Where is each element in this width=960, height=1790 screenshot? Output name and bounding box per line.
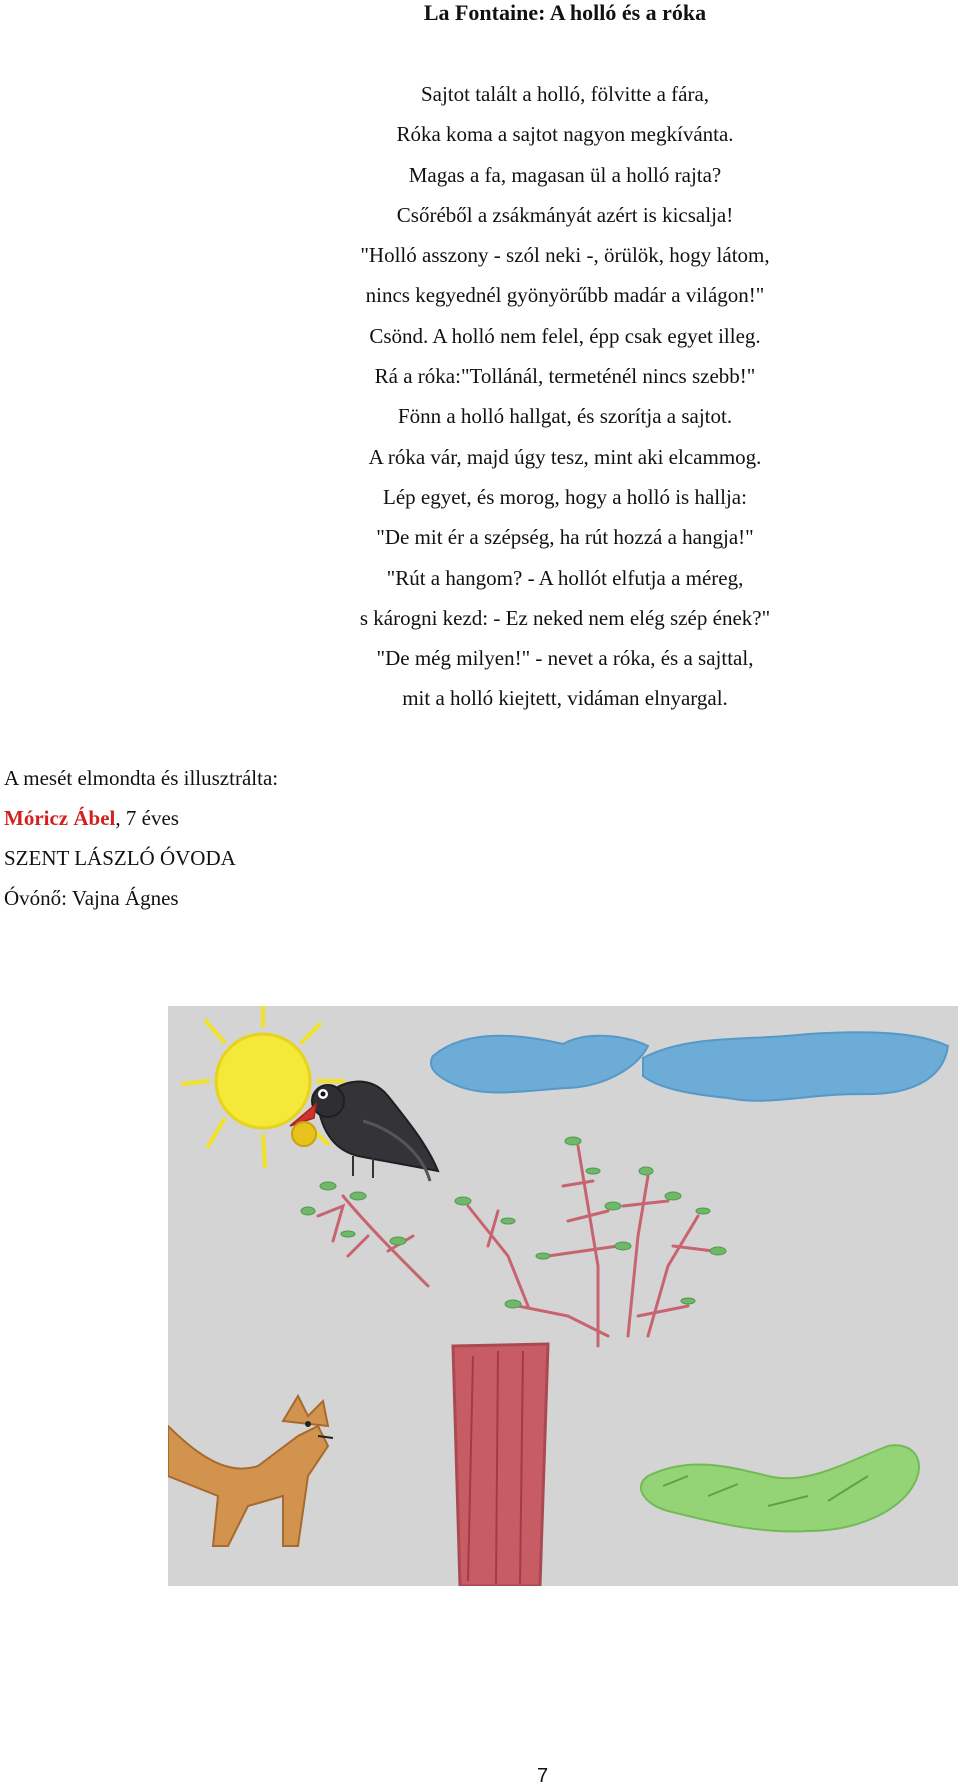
poem-line: A róka vár, majd úgy tesz, mint aki elcammog. [368,444,762,469]
child-drawing [168,1006,958,1586]
poem-line: "Holló asszony - szól neki -, örülök, hogy látom, [360,243,770,268]
poem-line: "Rút a hangom? - A hollót elfutja a méreg, [386,565,744,590]
author-age: , 7 éves [115,806,179,830]
poem-line: "De még milyen!" - nevet a róka, és a sajttal, [376,646,754,671]
author-name: Móricz Ábel [4,806,116,830]
clouds [431,1032,948,1101]
poem-line: Csönd. A holló nem felel, épp csak egyet illeg. [369,323,761,348]
poem [0,74,960,719]
page-title: La Fontaine: A holló és a róka [423,0,707,25]
poem-line: Róka koma a sajtot nagyon megkívánta. [396,122,734,147]
page-number: 7 [536,1765,549,1787]
poem-line: Rá a róka:"Tollánál, termeténél nincs szebb!" [374,364,756,389]
poem-line: mit a holló kiejtett, vidáman elnyargal. [402,686,728,711]
poem-line: Lép egyet, és morog, hogy a holló is hallja: [383,484,747,509]
poem-line: Magas a fa, magasan ül a holló rajta? [408,162,722,187]
credits-school: SZENT LÁSZLÓ ÓVODA [4,846,236,870]
poem-line: nincs kegyednél gyönyörűbb madár a világon!" [365,283,765,308]
credits [4,758,278,918]
credits-author [4,798,278,838]
drawing-canvas [168,1006,958,1586]
poem-line: s károgni kezd: - Ez neked nem elég szép ének?" [359,605,771,630]
poem-line: Csőréből a zsákmányát azért is kicsalja! [396,202,734,227]
poem-line: "De mit ér a szépség, ha rút hozzá a hangja!" [376,525,754,550]
credits-intro: A mesét elmondta és illusztrálta: [4,766,279,790]
credits-teacher: Óvónő: Vajna Ágnes [4,886,179,910]
poem-line: Fönn a holló hallgat, és szorítja a sajtot. [397,404,733,429]
poem-line: Sajtot talált a holló, fölvitte a fára, [420,82,710,106]
tree-trunk [453,1344,548,1586]
